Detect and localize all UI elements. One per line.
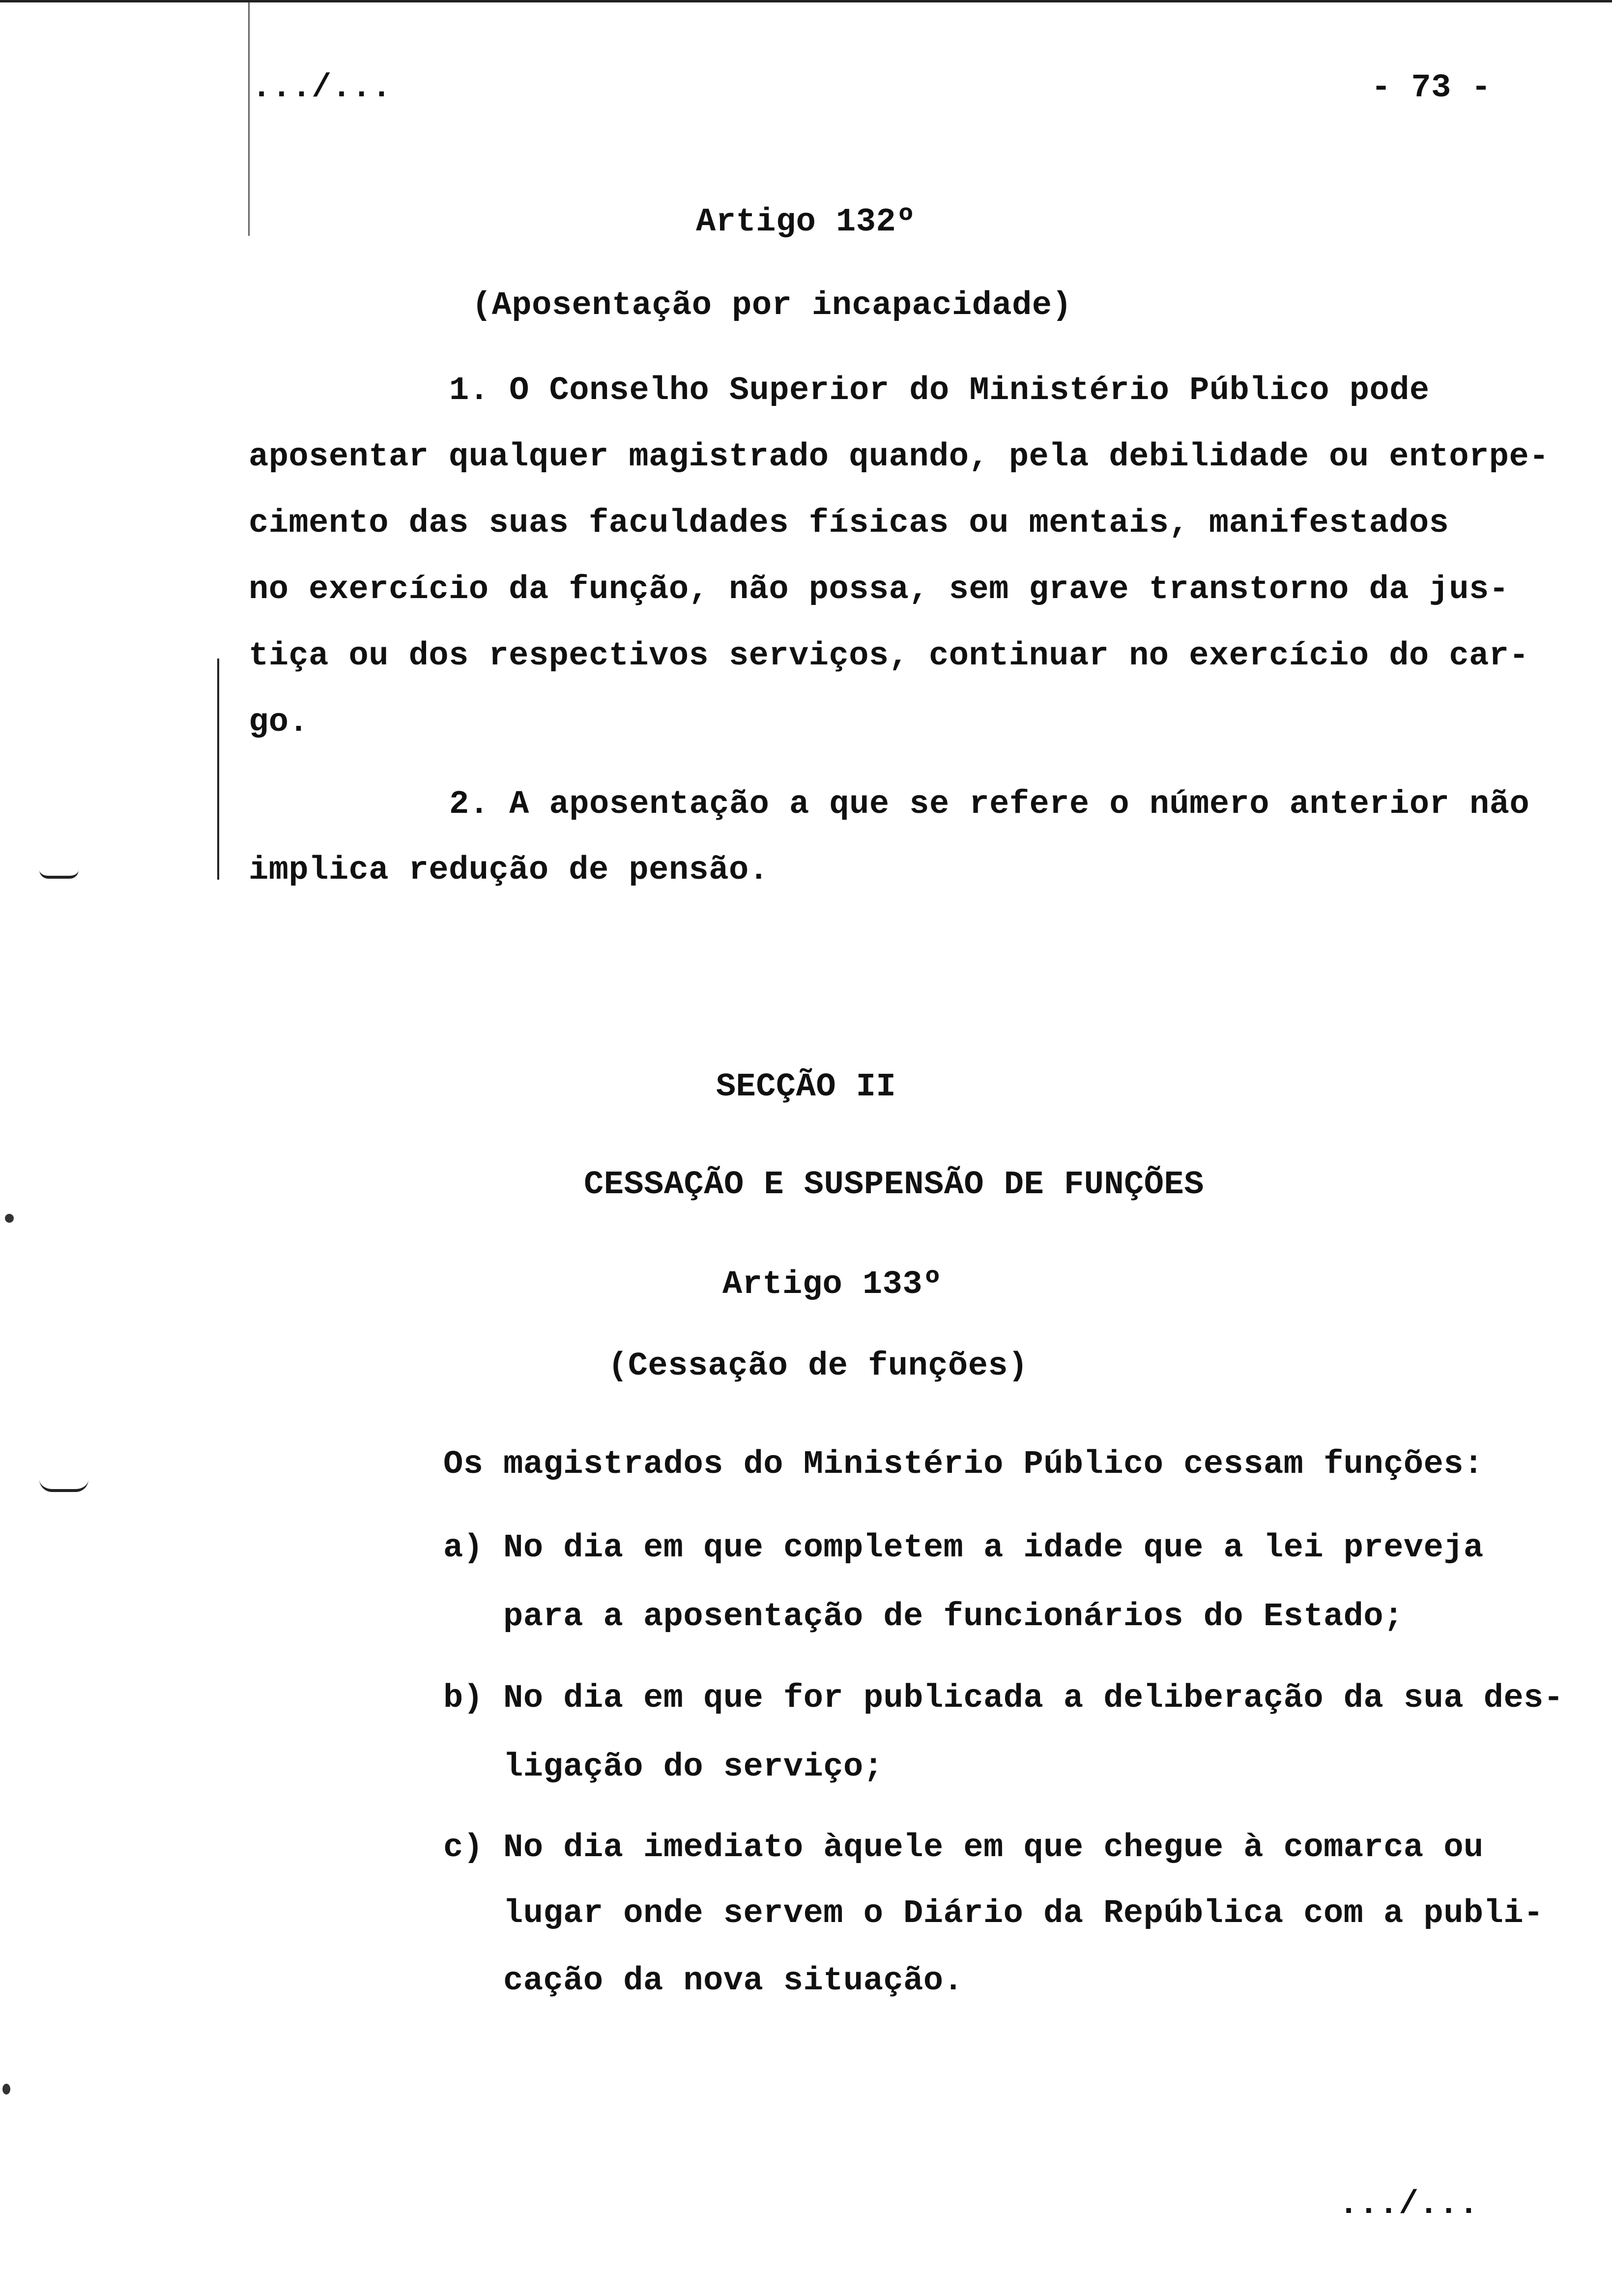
list-item-c: c) No dia imediato àquele em que chegue à comarca ou	[443, 1829, 1484, 1866]
scan-mark	[2, 2084, 10, 2095]
paragraph-line: go.	[249, 704, 309, 741]
top-border	[0, 0, 1612, 2]
list-item-c-cont: lugar onde servem o Diário da República com a publi-	[503, 1895, 1544, 1932]
footer-continuation: .../...	[1339, 2186, 1479, 2223]
article-133-title: Artigo 133º	[722, 1266, 943, 1303]
list-item-c-cont: cação da nova situação.	[503, 1962, 964, 2000]
scan-mark	[39, 870, 79, 879]
page-number: - 73 -	[1371, 69, 1492, 107]
paragraph-line: 2. A aposentação a que se refere o número anterior não	[449, 786, 1530, 823]
list-item-b-cont: ligação do serviço;	[503, 1749, 884, 1786]
scan-mark	[5, 1214, 14, 1223]
margin-line-left	[217, 659, 219, 880]
section-title: SECÇÃO II	[716, 1068, 896, 1106]
scan-mark	[39, 1479, 88, 1492]
list-item-a: a) No dia em que completem a idade que a lei preveja	[443, 1529, 1484, 1567]
article-132-title: Artigo 132º	[696, 203, 916, 241]
paragraph-line: implica redução de pensão.	[249, 852, 769, 889]
list-item-b: b) No dia em que for publicada a deliberação da sua des-	[443, 1680, 1564, 1717]
paragraph-line: aposentar qualquer magistrado quando, pela debilidade ou entorpe-	[249, 438, 1549, 476]
paragraph-line: cimento das suas faculdades físicas ou mentais, manifestados	[249, 505, 1449, 542]
article-132-subtitle: (Aposentação por incapacidade)	[472, 287, 1072, 324]
section-subtitle: CESSAÇÃO E SUSPENSÃO DE FUNÇÕES	[584, 1166, 1204, 1204]
header-continuation: .../...	[252, 69, 392, 107]
list-item-a-cont: para a aposentação de funcionários do Estado;	[503, 1598, 1404, 1636]
paragraph-line: tiça ou dos respectivos serviços, continuar no exercício do car-	[249, 637, 1529, 675]
article-133-subtitle: (Cessação de funções)	[608, 1348, 1028, 1385]
article-133-intro: Os magistrados do Ministério Público cessam funções:	[443, 1446, 1484, 1483]
paragraph-line: no exercício da função, não possa, sem grave transtorno da jus-	[249, 571, 1509, 608]
paragraph-line: 1. O Conselho Superior do Ministério Público pode	[449, 372, 1430, 409]
